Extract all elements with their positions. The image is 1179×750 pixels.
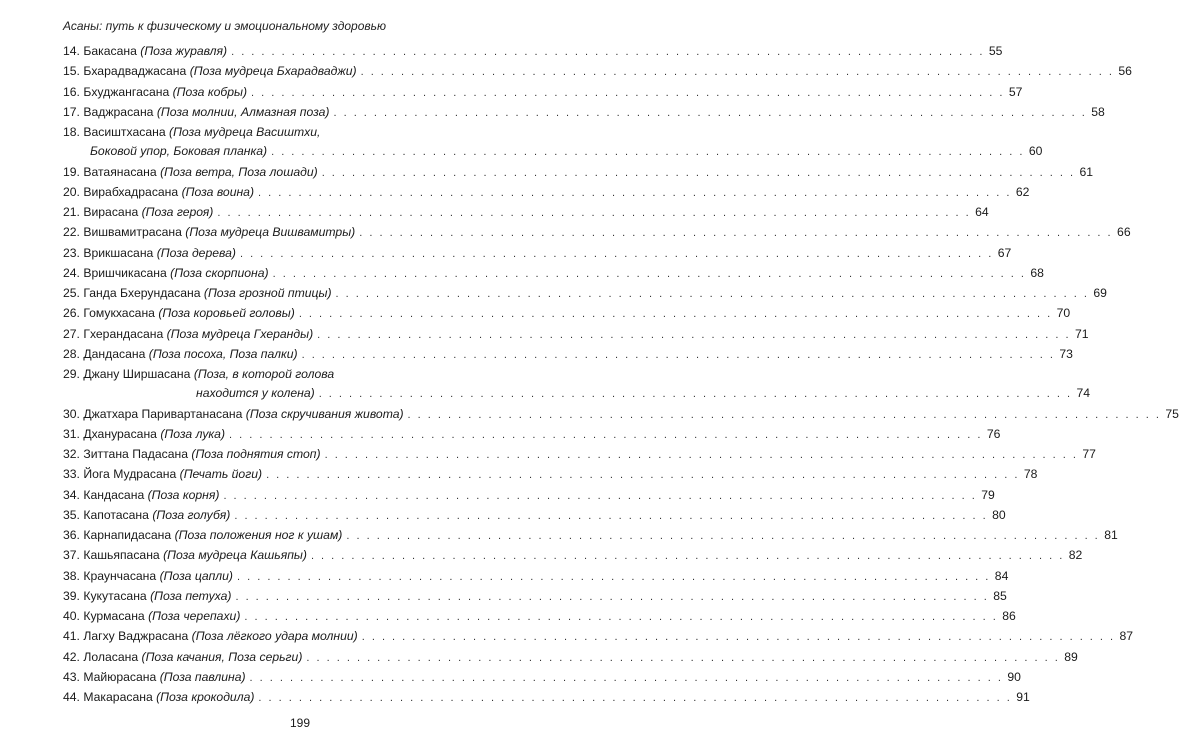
page-ref: 84 bbox=[994, 568, 1009, 583]
page-ref: 68 bbox=[1030, 265, 1044, 280]
toc-entry[interactable] bbox=[63, 445, 1096, 465]
page-ref: 74 bbox=[1076, 386, 1091, 401]
entry-number: 26. bbox=[63, 306, 80, 321]
entry-number: 25. bbox=[63, 286, 80, 300]
toc-line bbox=[63, 62, 1132, 82]
toc-title-continued bbox=[90, 142, 267, 161]
toc-title bbox=[63, 607, 240, 626]
asana-translation-continued: находится у колена) bbox=[196, 386, 315, 401]
entry-number: 18. bbox=[63, 125, 80, 139]
asana-translation: (Поза мудреца Гхеранды) bbox=[166, 326, 314, 341]
dot-leader bbox=[336, 285, 1089, 304]
page-ref: 85 bbox=[993, 588, 1007, 603]
toc-title bbox=[63, 123, 320, 142]
page-ref: 76 bbox=[986, 426, 1001, 441]
asana-name: Дханурасана bbox=[83, 426, 157, 441]
entry-number: 44. bbox=[63, 690, 80, 704]
toc-title bbox=[63, 587, 231, 606]
dot-leader bbox=[266, 466, 1019, 485]
toc-line bbox=[63, 546, 1083, 566]
toc-title bbox=[63, 304, 295, 323]
asana-translation: (Поза мудреца Васиштхи, bbox=[169, 125, 321, 139]
entry-number: 21. bbox=[63, 205, 80, 219]
entry-number: 20. bbox=[63, 184, 80, 199]
toc-entry[interactable] bbox=[63, 284, 1107, 304]
toc-entry[interactable] bbox=[63, 223, 1131, 243]
asana-translation: (Поза воина) bbox=[181, 184, 255, 199]
toc-entry[interactable] bbox=[63, 486, 995, 506]
asana-translation: (Поза мудреца Вишвамитры) bbox=[185, 225, 356, 240]
dot-leader bbox=[408, 406, 1161, 425]
page-ref: 73 bbox=[1059, 346, 1073, 361]
table-of-contents bbox=[63, 42, 1179, 708]
dot-leader bbox=[240, 245, 993, 264]
entry-number: 37. bbox=[63, 548, 80, 563]
toc-title bbox=[63, 183, 254, 202]
toc-line-continued bbox=[63, 142, 1043, 162]
entry-number: 29. bbox=[63, 367, 80, 381]
toc-title bbox=[63, 465, 262, 484]
toc-entry[interactable] bbox=[63, 465, 1038, 485]
page-ref: 91 bbox=[1016, 690, 1030, 704]
asana-translation: (Поза положения ног к ушам) bbox=[174, 528, 343, 542]
toc-line bbox=[63, 425, 1001, 445]
running-head: Асаны: путь к физическому и эмоциональному здоровью bbox=[63, 19, 386, 33]
toc-title bbox=[63, 223, 355, 242]
toc-title bbox=[63, 688, 254, 707]
toc-title bbox=[63, 244, 236, 263]
page-ref: 87 bbox=[1119, 629, 1134, 644]
asana-translation: (Поза мудреца Кашьяпы) bbox=[163, 548, 307, 563]
toc-entry[interactable] bbox=[63, 546, 1083, 566]
toc-line-continued bbox=[63, 384, 1091, 404]
toc-line bbox=[63, 163, 1094, 183]
asana-name: Макарасана bbox=[83, 690, 153, 704]
toc-line bbox=[63, 567, 1009, 587]
toc-title bbox=[63, 546, 307, 565]
toc-title bbox=[63, 163, 318, 182]
dot-leader bbox=[362, 628, 1115, 647]
asana-name: Зиттана Падасана bbox=[83, 447, 189, 461]
asana-name: Васиштхасана bbox=[83, 125, 166, 139]
toc-entry[interactable] bbox=[63, 405, 1179, 425]
toc-entry[interactable] bbox=[63, 567, 1009, 587]
dot-leader bbox=[302, 346, 1055, 365]
dot-leader bbox=[333, 104, 1086, 123]
toc-line bbox=[63, 526, 1118, 546]
dot-leader bbox=[306, 649, 1059, 668]
entry-number: 41. bbox=[63, 629, 80, 644]
page-ref: 78 bbox=[1023, 467, 1038, 482]
asana-translation: (Поза поднятия стоп) bbox=[191, 447, 321, 461]
asana-translation: (Поза ветра, Поза лошади) bbox=[160, 164, 318, 179]
toc-line bbox=[63, 42, 1003, 62]
asana-name: Йога Мудрасана bbox=[83, 467, 177, 482]
toc-line bbox=[63, 183, 1030, 203]
entry-number: 33. bbox=[63, 467, 80, 482]
page-ref: 67 bbox=[997, 245, 1012, 260]
asana-name: Джатхара Паривартанасана bbox=[83, 406, 243, 421]
dot-leader bbox=[322, 164, 1075, 183]
toc-entry[interactable] bbox=[63, 668, 1021, 688]
toc-line bbox=[63, 506, 1006, 526]
toc-title bbox=[63, 425, 225, 444]
entry-number: 30. bbox=[63, 406, 80, 421]
entry-number: 36. bbox=[63, 528, 80, 542]
toc-entry[interactable] bbox=[63, 103, 1105, 123]
page-ref: 89 bbox=[1064, 649, 1078, 664]
toc-entry[interactable] bbox=[63, 587, 1007, 607]
asana-translation: (Поза цапли) bbox=[159, 568, 233, 583]
entry-number: 43. bbox=[63, 669, 80, 684]
dot-leader bbox=[361, 63, 1114, 82]
toc-entry[interactable] bbox=[63, 203, 989, 223]
toc-line bbox=[63, 284, 1107, 304]
asana-translation: (Поза корня) bbox=[147, 487, 220, 502]
dot-leader bbox=[359, 224, 1112, 243]
asana-translation: (Поза качания, Поза серьги) bbox=[141, 649, 303, 664]
dot-leader bbox=[223, 487, 976, 506]
toc-line bbox=[63, 668, 1021, 688]
toc-line bbox=[63, 103, 1105, 123]
asana-translation: (Поза петуха) bbox=[150, 588, 232, 603]
page-ref: 80 bbox=[992, 507, 1006, 522]
page-ref: 70 bbox=[1056, 306, 1071, 321]
dot-leader bbox=[317, 326, 1070, 345]
page-ref: 71 bbox=[1074, 326, 1089, 341]
asana-name: Краунчасана bbox=[83, 568, 157, 583]
dot-leader bbox=[250, 669, 1003, 688]
toc-title bbox=[63, 486, 219, 505]
entry-number: 14. bbox=[63, 44, 80, 58]
dot-leader bbox=[229, 426, 982, 445]
dot-leader bbox=[235, 588, 988, 607]
page-ref: 69 bbox=[1093, 286, 1107, 300]
asana-name: Гомукхасана bbox=[83, 306, 155, 321]
dot-leader bbox=[325, 446, 1078, 465]
asana-translation: (Поза коровьей головы) bbox=[158, 306, 295, 321]
asana-translation: (Поза журавля) bbox=[140, 44, 228, 58]
asana-name: Бхарадваджасана bbox=[83, 64, 187, 79]
asana-translation: (Поза героя) bbox=[141, 205, 214, 219]
toc-line bbox=[63, 607, 1016, 627]
asana-translation: (Печать йоги) bbox=[179, 467, 263, 482]
asana-translation: (Поза посоха, Поза палки) bbox=[148, 346, 298, 361]
asana-name: Карнапидасана bbox=[83, 528, 172, 542]
toc-entry[interactable] bbox=[63, 244, 1012, 264]
toc-title bbox=[63, 506, 230, 525]
toc-line bbox=[63, 627, 1134, 647]
toc-line bbox=[63, 365, 500, 384]
entry-number: 40. bbox=[63, 609, 80, 623]
page-ref: 82 bbox=[1068, 548, 1083, 563]
entry-number: 22. bbox=[63, 225, 80, 240]
entry-number: 16. bbox=[63, 84, 80, 99]
dot-leader bbox=[346, 527, 1099, 546]
asana-translation: (Поза лука) bbox=[160, 426, 226, 441]
asana-name: Бакасана bbox=[83, 44, 137, 58]
dot-leader bbox=[244, 608, 997, 627]
asana-translation: (Поза мудреца Бхарадваджи) bbox=[189, 64, 357, 79]
toc-title bbox=[63, 42, 227, 61]
entry-number: 31. bbox=[63, 426, 80, 441]
entry-number: 42. bbox=[63, 649, 80, 664]
toc-entry[interactable] bbox=[63, 163, 1094, 183]
dot-leader bbox=[271, 143, 1024, 162]
asana-name: Бхуджангасана bbox=[83, 84, 170, 99]
page-ref: 57 bbox=[1008, 84, 1023, 99]
toc-entry[interactable] bbox=[63, 688, 1030, 708]
toc-line bbox=[63, 648, 1078, 668]
asana-name: Лоласана bbox=[83, 649, 139, 664]
toc-title bbox=[63, 365, 334, 384]
page-ref: 62 bbox=[1015, 184, 1030, 199]
dot-leader bbox=[299, 305, 1052, 324]
toc-entry[interactable] bbox=[63, 648, 1078, 668]
dot-leader bbox=[231, 43, 984, 62]
toc-title bbox=[63, 203, 213, 222]
asana-translation: (Поза кобры) bbox=[172, 84, 248, 99]
toc-title bbox=[63, 284, 332, 303]
entry-number: 32. bbox=[63, 447, 80, 461]
asana-name: Вишвамитрасана bbox=[83, 225, 182, 240]
dot-leader bbox=[251, 84, 1004, 103]
toc-line bbox=[63, 587, 1007, 607]
asana-translation: (Поза скручивания живота) bbox=[245, 406, 404, 421]
page-ref: 66 bbox=[1117, 225, 1131, 240]
toc-line bbox=[63, 465, 1038, 485]
toc-title bbox=[63, 526, 342, 545]
entry-number: 15. bbox=[63, 64, 80, 79]
page-ref: 77 bbox=[1082, 447, 1096, 461]
toc-entry[interactable] bbox=[63, 183, 1030, 203]
toc-title bbox=[63, 405, 404, 424]
toc-title bbox=[63, 325, 313, 344]
dot-leader bbox=[217, 204, 970, 223]
asana-name: Лагху Ваджрасана bbox=[83, 629, 189, 644]
asana-translation: (Поза павлина) bbox=[159, 669, 246, 684]
page-ref: 60 bbox=[1028, 144, 1043, 159]
toc-title bbox=[63, 668, 246, 687]
asana-name: Вришчикасана bbox=[83, 265, 167, 280]
asana-name: Ваджрасана bbox=[83, 104, 154, 119]
page-ref: 90 bbox=[1007, 669, 1021, 684]
entry-number: 38. bbox=[63, 568, 80, 583]
toc-entry[interactable] bbox=[63, 345, 1073, 365]
page-ref: 56 bbox=[1118, 64, 1132, 79]
asana-name: Дандасана bbox=[83, 346, 146, 361]
asana-translation: (Поза крокодила) bbox=[156, 690, 255, 704]
page-number: 199 bbox=[289, 716, 311, 730]
toc-title bbox=[63, 264, 269, 283]
entry-number: 35. bbox=[63, 507, 80, 522]
toc-line bbox=[63, 223, 1131, 243]
entry-number: 24. bbox=[63, 265, 80, 280]
toc-entry[interactable] bbox=[63, 526, 1118, 546]
page-ref: 64 bbox=[975, 205, 989, 219]
dot-leader bbox=[258, 689, 1011, 708]
entry-number: 17. bbox=[63, 104, 80, 119]
toc-entry[interactable] bbox=[63, 264, 1044, 284]
toc-title bbox=[63, 62, 357, 81]
toc-line bbox=[63, 445, 1096, 465]
toc-line bbox=[63, 325, 1089, 345]
toc-line bbox=[63, 244, 1012, 264]
toc-title bbox=[63, 648, 302, 667]
asana-name: Майюрасана bbox=[83, 669, 157, 684]
dot-leader bbox=[258, 184, 1011, 203]
page-ref: 81 bbox=[1104, 528, 1118, 542]
asana-name: Капотасана bbox=[83, 507, 149, 522]
asana-translation: (Поза грозной птицы) bbox=[203, 286, 332, 300]
asana-translation: (Поза лёгкого удара молнии) bbox=[191, 629, 358, 644]
toc-line bbox=[63, 688, 1030, 708]
toc-entry[interactable] bbox=[63, 325, 1089, 345]
toc-entry[interactable] bbox=[63, 42, 1003, 62]
entry-number: 39. bbox=[63, 588, 80, 603]
dot-leader bbox=[237, 568, 990, 587]
entry-number: 23. bbox=[63, 245, 80, 260]
dot-leader bbox=[273, 265, 1026, 284]
toc-title bbox=[63, 345, 298, 364]
toc-title bbox=[63, 103, 329, 122]
dot-leader bbox=[319, 385, 1072, 404]
asana-translation: (Поза молнии, Алмазная поза) bbox=[156, 104, 330, 119]
toc-entry[interactable] bbox=[63, 62, 1132, 82]
asana-translation-continued: Боковой упор, Боковая планка) bbox=[90, 144, 268, 159]
toc-entry[interactable] bbox=[63, 627, 1134, 647]
toc-line bbox=[63, 123, 500, 142]
asana-name: Кандасана bbox=[83, 487, 145, 502]
asana-name: Кукутасана bbox=[83, 588, 147, 603]
asana-name: Курмасана bbox=[83, 609, 145, 623]
asana-translation: (Поза дерева) bbox=[156, 245, 236, 260]
toc-line bbox=[63, 264, 1044, 284]
asana-translation: (Поза, в которой голова bbox=[193, 367, 335, 381]
asana-name: Вирабхадрасана bbox=[83, 184, 179, 199]
page-ref: 61 bbox=[1079, 164, 1094, 179]
asana-translation: (Поза скорпиона) bbox=[170, 265, 269, 280]
toc-entry[interactable] bbox=[63, 365, 1091, 405]
toc-entry[interactable] bbox=[63, 304, 1071, 324]
asana-name: Джану Ширшасана bbox=[83, 367, 191, 381]
entry-number: 28. bbox=[63, 346, 80, 361]
toc-line bbox=[63, 486, 995, 506]
asana-name: Вирасана bbox=[83, 205, 139, 219]
page-ref: 55 bbox=[988, 44, 1003, 58]
toc-line bbox=[63, 203, 989, 223]
toc-title bbox=[63, 627, 358, 646]
asana-name: Кашьяпасана bbox=[83, 548, 160, 563]
toc-line bbox=[63, 304, 1071, 324]
toc-line bbox=[63, 405, 1179, 425]
asana-name: Ганда Бхерундасана bbox=[83, 286, 201, 300]
toc-entry[interactable] bbox=[63, 425, 1001, 445]
asana-translation: (Поза черепахи) bbox=[148, 609, 241, 623]
dot-leader bbox=[234, 507, 987, 526]
page-ref: 86 bbox=[1002, 609, 1016, 623]
dot-leader bbox=[311, 547, 1064, 566]
toc-title-continued bbox=[196, 384, 315, 403]
page-ref: 58 bbox=[1091, 104, 1105, 119]
toc-line bbox=[63, 345, 1073, 365]
asana-translation: (Поза голубя) bbox=[152, 507, 231, 522]
toc-entry[interactable] bbox=[63, 506, 1006, 526]
toc-title bbox=[63, 567, 233, 586]
toc-entry[interactable] bbox=[63, 607, 1016, 627]
page-ref: 79 bbox=[981, 487, 995, 502]
toc-entry[interactable] bbox=[63, 83, 1023, 103]
toc-entry[interactable] bbox=[63, 123, 1043, 163]
toc-title bbox=[63, 83, 247, 102]
entry-number: 27. bbox=[63, 326, 80, 341]
entry-number: 19. bbox=[63, 164, 80, 179]
toc-title bbox=[63, 445, 321, 464]
asana-name: Врикшасана bbox=[83, 245, 154, 260]
asana-name: Ватаянасана bbox=[83, 164, 157, 179]
entry-number: 34. bbox=[63, 487, 80, 502]
page-ref: 75 bbox=[1165, 406, 1179, 421]
toc-line bbox=[63, 83, 1023, 103]
asana-name: Гхерандасана bbox=[83, 326, 164, 341]
